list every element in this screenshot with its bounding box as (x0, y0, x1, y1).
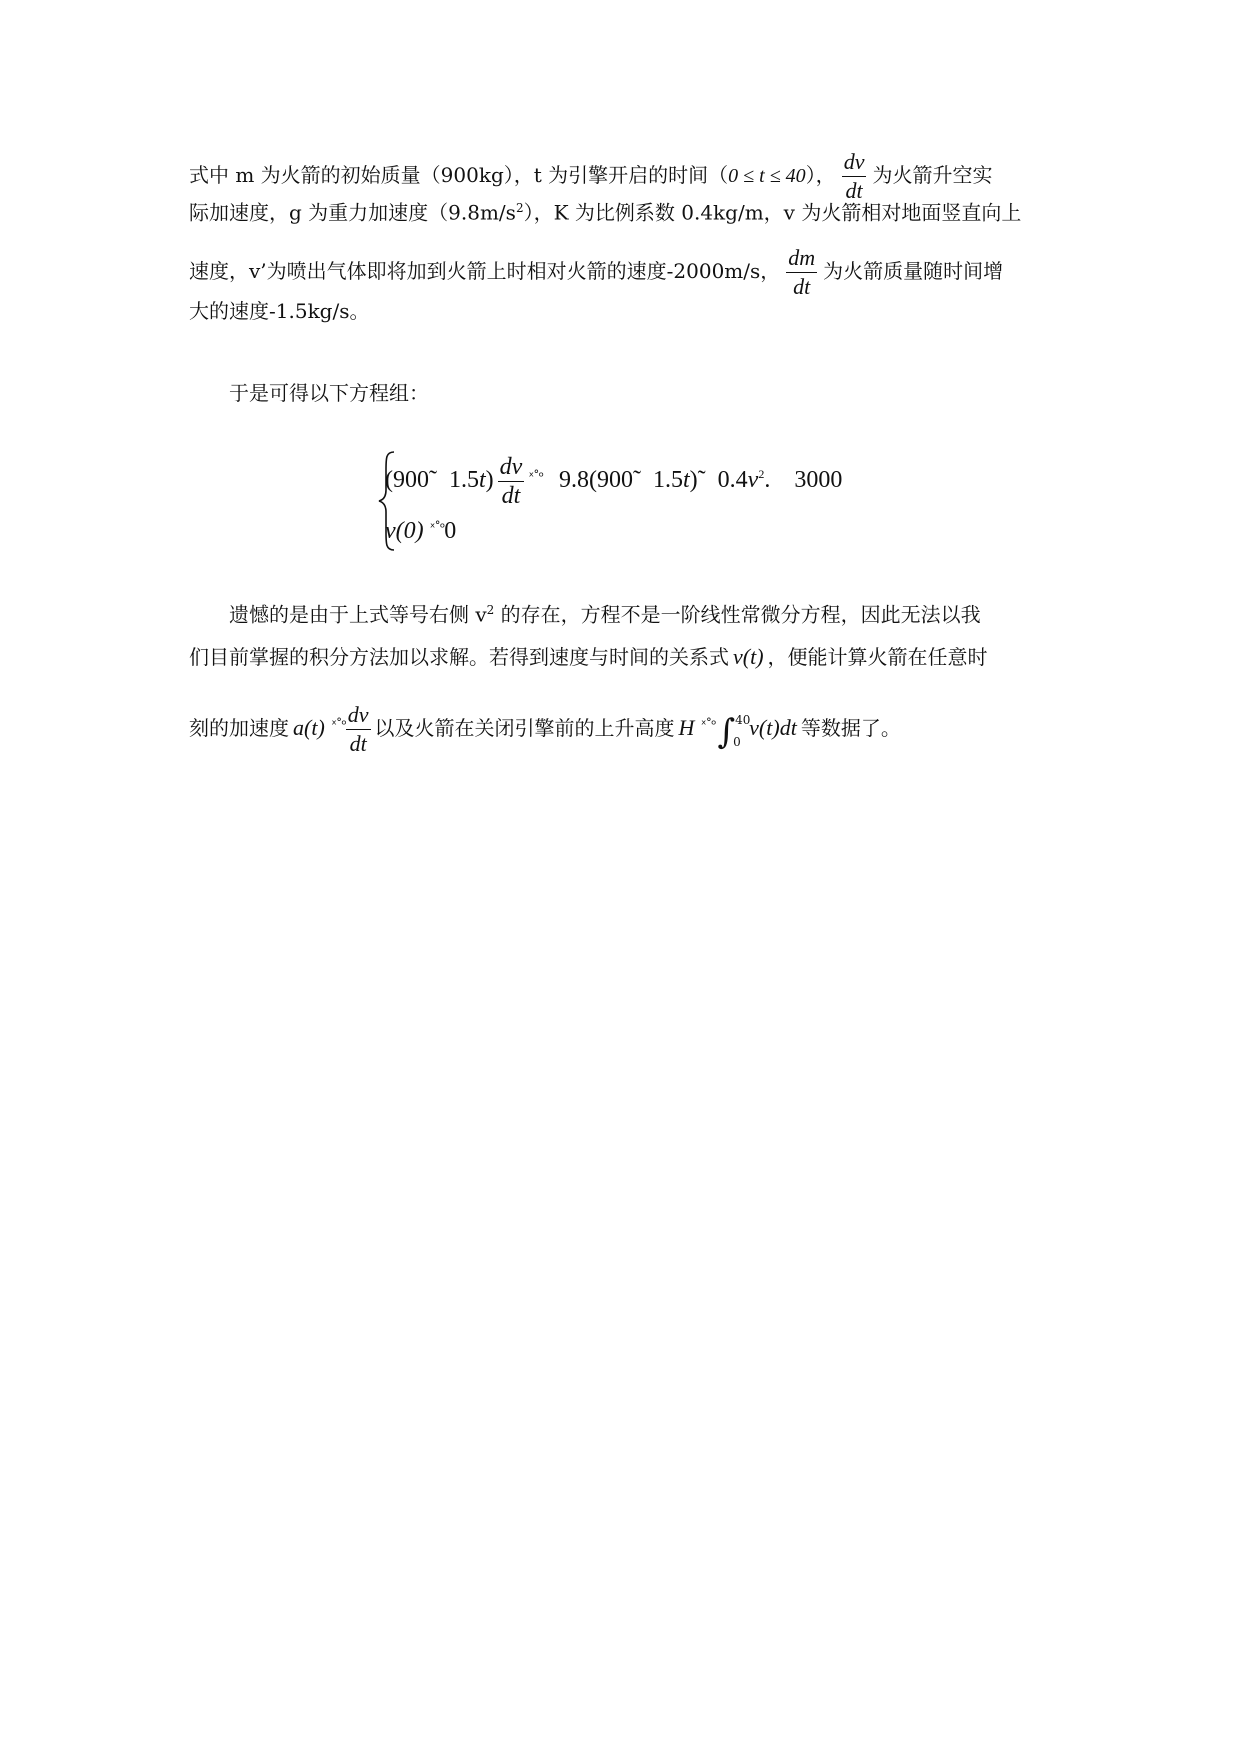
fraction-numerator: dm (786, 246, 817, 273)
p3-l2-text-b: ，便能计算火箭在任意时 (767, 645, 988, 669)
p3-equals-glyph-1: ˣ˚ᵒ (331, 718, 346, 733)
integrand: v(t)dt (749, 715, 797, 740)
p3-l1-text-a: 遗憾的是由于上式等号右侧 v (229, 602, 487, 627)
dm-dt-fraction (786, 246, 817, 299)
eq1-superscript: 2 (758, 467, 765, 482)
fraction-denominator: dt (845, 178, 863, 203)
eq2-equals-glyph: ˣ˚ᵒ (429, 521, 445, 536)
paragraph-1-line-3 (189, 246, 1059, 299)
eq1-part-b: 1.5t) (449, 467, 494, 494)
fraction-denominator: dt (793, 274, 811, 299)
paragraph-2 (229, 378, 1099, 408)
eq1-var-v: v (747, 467, 759, 494)
time-range-math: 0 ≤ t ≤ 40 (728, 165, 806, 187)
p3-dv-dt-fraction (346, 703, 371, 756)
integral-sign: ∫ (717, 712, 736, 752)
eq1-part-d: 1.5t (652, 467, 690, 494)
superscript-2: 2 (515, 201, 524, 215)
p3-l3-text-c: 等数据了。 (800, 716, 901, 740)
integral-lower-limit: 0 (733, 734, 741, 749)
integral-upper-limit: 40 (735, 712, 751, 727)
p3-l3-text-b: 以及火箭在关闭引擎前的上升高度 (374, 716, 675, 740)
fraction-numerator: dv (499, 454, 523, 480)
p3-superscript-2: 2 (486, 603, 495, 617)
paragraph-3-line-3 (189, 703, 1059, 756)
eq1-part-h: 3000 (794, 467, 843, 494)
integral-limits (733, 712, 751, 749)
eq2-part-b: 0 (444, 518, 457, 544)
p3-l3-text-a: 刻的加速度 (189, 716, 289, 740)
eq1-part-f: 0.4v (717, 467, 759, 494)
p1-l1-text-b: ）， (805, 163, 836, 187)
p3-l2-text-a: 们目前掌握的积分方法加以求解。若得到速度与时间的关系式 (189, 645, 729, 669)
p3-equals-glyph-2: ˣ˚ᵒ (700, 718, 716, 733)
fraction-denominator: dt (349, 731, 367, 756)
p1-l4-text: 大的速度-1.5kg/s。 (189, 299, 370, 323)
p3-l1-text-b: 的存在，方程不是一阶线性常微分方程，因此无法以我 (494, 602, 981, 627)
eq1-part-e: )̃ (689, 467, 698, 494)
paragraph-1-line-2 (189, 193, 1059, 228)
fraction-denominator: dt (501, 483, 521, 509)
eq1-var-t2: t (682, 467, 690, 494)
eq2-part-a: v(0) (385, 518, 424, 544)
p1-l1-text-c: 为火箭升空实 (872, 163, 993, 187)
eq1-part-c: 9.8(900 (558, 467, 633, 494)
p1-l2-text-a: 际加速度，g 为重力加速度（9.8m/s (189, 200, 516, 225)
a-of-t-math: a(t) (293, 715, 325, 740)
paragraph-1-line-4 (189, 296, 1059, 326)
p1-l2-text-b: ），K 为比例系数 0.4kg/m，v 为火箭相对地面竖直向上 (523, 200, 1022, 225)
p1-l1-text-a: 式中 m 为火箭的初始质量（900kg），t 为引擎开启的时间（ (189, 163, 729, 187)
equation-2 (385, 518, 456, 545)
v-of-t-math: v(t) (733, 644, 764, 669)
eq1-part-a: (900 (385, 467, 429, 494)
p1-l3-text-b: 为火箭质量随时间增 (823, 259, 1004, 283)
paragraph-3-line-1 (229, 595, 1059, 630)
p2-text: 于是可得以下方程组： (229, 381, 429, 405)
fraction-numerator: dv (346, 703, 371, 730)
eq1-dv-dt-fraction (498, 455, 525, 508)
eq1-part-g: . (764, 467, 771, 494)
fraction-numerator: dv (842, 150, 867, 177)
height-variable: H (678, 715, 695, 740)
eq1-equals-glyph: ˣ˚ᵒ (528, 470, 543, 486)
equation-1 (385, 455, 842, 508)
paragraph-3-line-2 (189, 642, 1059, 672)
p1-l3-text-a: 速度，v’为喷出气体即将加到火箭上时相对火箭的速度-2000m/s， (189, 259, 781, 283)
eq1-var-t: t (479, 467, 486, 494)
